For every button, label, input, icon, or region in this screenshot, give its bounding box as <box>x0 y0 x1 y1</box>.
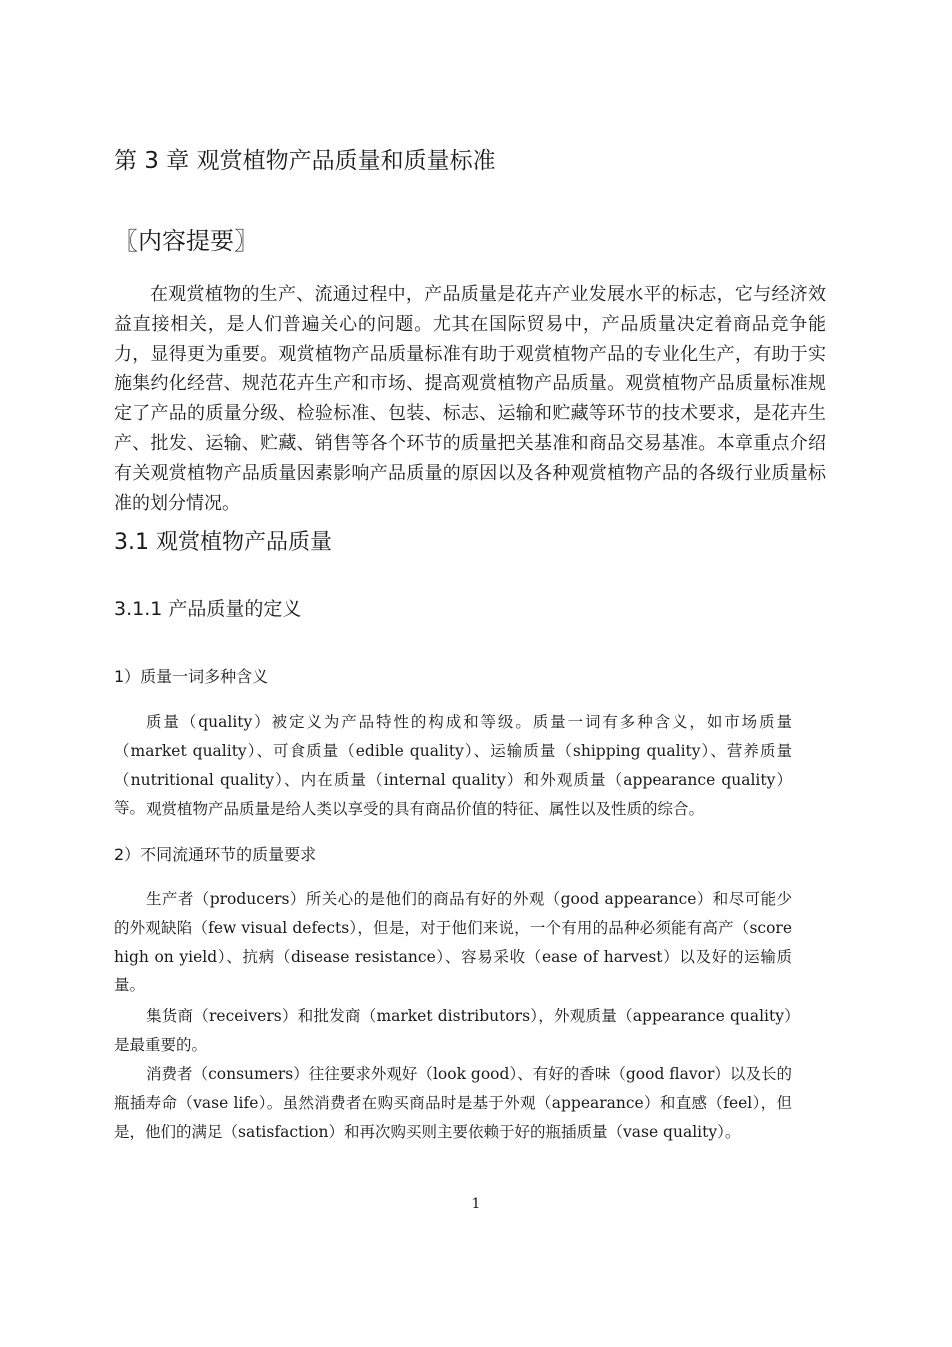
summary-heading: 〖内容提要〗 <box>114 227 258 255</box>
paragraph-producers: 生产者（producers）所关心的是他们的商品有好的外观（good appearance）和尽可能少的外观缺陷（few visual defects），但是，对于他们来说，一个有用的品种必须能有高产（score high on yield）、抗病（disease resistance）、容易采收（ease of harvest）以及好的运输质量。 <box>114 890 792 995</box>
page-number: 1 <box>471 1196 481 1212</box>
summary-paragraph: 在观赏植物的生产、流通过程中，产品质量是花卉产业发展水平的标志，它与经济效益直接相关，是人们普遍关心的问题。尤其在国际贸易中，产品质量决定着商品竞争能力，显得更为重要。观赏植物产品质量标准有助于观赏植物产品的专业化生产，有助于实施集约化经营、规范花卉生产和市场、提高观赏植物产品质量。观赏植物产品质量标准规定了产品的质量分级、检验标准、包装、标志、运输和贮藏等环节的技术要求，是花卉生产、批发、运输、贮藏、销售等各个环节的质量把关基准和商品交易基准。本章重点介绍有关观赏植物产品质量因素影响产品质量的原因以及各种观赏植物产品的各级行业质量标准的划分情况。 <box>114 284 826 514</box>
chapter-title: 第 3 章 观赏植物产品质量和质量标准 <box>114 148 496 174</box>
paragraph-quality-definition: 质量（quality）被定义为产品特性的构成和等级。质量一词有多种含义，如市场质量（market quality）、可食质量（edible quality）、运输质量（shipping quality）、营养质量（nutritional quality）、内在质量（internal quality）和外观质量（appearance quality）等。 <box>114 713 792 818</box>
paragraph-consumers: 消费者（consumers）往往要求外观好（look good）、有好的香味（good flavor）以及长的瓶插寿命（vase life）。虽然消费者在购买商品时是基于外观（appearance）和直感（feel），但是，他们的满足（satisfaction）和再次购买则主要依赖于好的瓶插质量（vase quality）。 <box>114 1065 792 1141</box>
item-heading-2: 2）不同流通环节的质量要求 <box>114 845 317 864</box>
section-title: 3.1 观赏植物产品质量 <box>114 530 332 555</box>
paragraph-ornamental-quality: 观赏植物产品质量是给人类以享受的具有商品价值的特征、属性以及性质的综合。 <box>146 800 705 818</box>
item-heading-1: 1）质量一词多种含义 <box>114 667 269 686</box>
paragraph-receivers: 集货商（receivers）和批发商（market distributors），外观质量（appearance quality）是最重要的。 <box>114 1007 792 1054</box>
subsection-title: 3.1.1 产品质量的定义 <box>114 598 302 620</box>
